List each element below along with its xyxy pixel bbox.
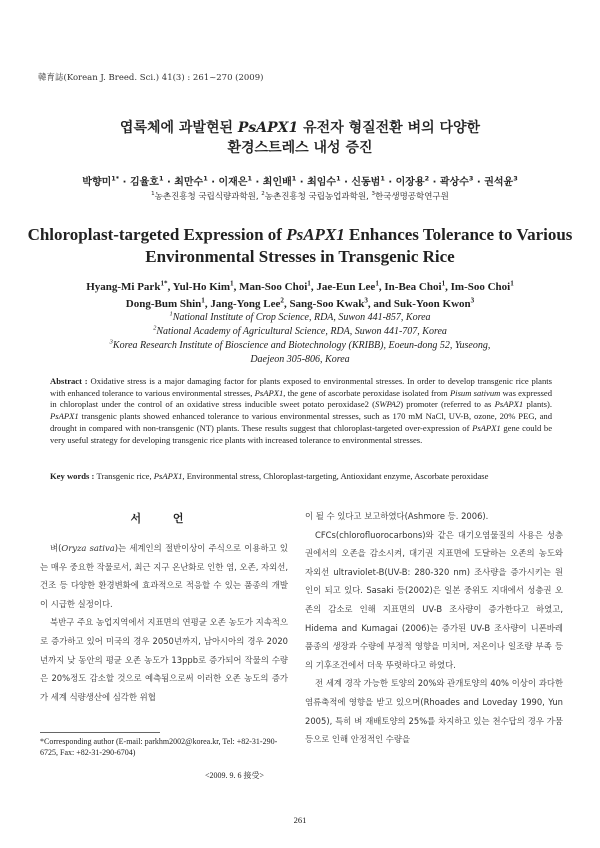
author-name: 박향미$^{1*}$ — [82, 174, 120, 188]
author-name: Man-Soo Choi$^1$ — [239, 279, 311, 293]
author-name: In-Bea Choi$^1$ — [384, 279, 446, 293]
corresponding-author-footnote: *Corresponding author (E-mail: parkhm2002@korea.kr, Tel: +82-31-290-6725, Fax: +82-31-290-6704) — [40, 737, 278, 757]
author-name: Jang-Yong Lee$^2$ — [210, 296, 284, 310]
affiliation-line: $^3$Korea Research Institute of Bioscience and Biotechnology (KRIBB), Eoeun-dong 52, Yuseong, — [109, 338, 491, 351]
intro-paragraph-1: 벼(Oryza sativa)는 세계인의 절반이상이 주식으로 이용하고 있는 매우 중요한 작물로서, 최근 지구 온난화로 인한 염, 오존, 자외선, 건조 등 다양한 환경변화에 효과적으로 적응할 수 있는 품종의 개발이 시급한 실정이다. — [40, 543, 289, 609]
section-heading-introduction: 서 언 — [130, 512, 198, 525]
affiliation-line: Daejeon 305-806, Korea — [250, 354, 350, 365]
author-name: Yul-Ho Kim$^1$ — [172, 279, 234, 293]
author-name: 곽상수$^3$ — [439, 174, 474, 188]
english-authors-line1: Hyang-Mi Park$^{1*}$, Yul-Ho Kim$^1$, Man-Soo Choi$^1$, Jae-Eun Lee$^1$, In-Bea Choi$^1$, Im-Soo Choi$^1$ — [86, 279, 514, 293]
affiliation: 한국생명공학연구원 — [374, 192, 449, 202]
korean-title-line2: 환경스트레스 내성 증진 — [227, 140, 373, 156]
intro-paragraph-2: 북반구 주요 농업지역에서 지표면의 연평균 오존 농도가 지속적으로 증가하고 있어 미국의 경우 2050년까지, 남아시아의 경우 2020년까지 낮 동안의 평균 오존 농도가 13ppb로 증가되어 작물의 수량은 20%정도 감소할 것으로 예측됨으로써 이러한 오존 농도의 증가가 세계 식량생산에 심각한 위협 — [40, 617, 288, 702]
author-name: Jae-Eun Lee$^1$ — [316, 279, 379, 293]
author-name: Suk-Yoon Kwon$^3$ — [393, 296, 475, 310]
author-name: 권석윤$^3$ — [484, 174, 518, 188]
page-number: 261 — [293, 815, 307, 825]
korean-title-line1: 엽록체에 과발현된 PsAPX1 유전자 형질전환 벼의 다양한 — [119, 120, 481, 136]
affiliation-line: $^2$National Academy of Agricultural Science, RDA, Suwon 441-707, Korea — [153, 324, 447, 337]
korean-authors: 박향미$^{1*}$ · 김율호$^1$ · 최만수$^1$ · 이재은$^1$ · 최인배$^1$ · 최임수$^1$ · 신동범$^1$ · 이장용$^2$ · 곽상수$^3$ · 권석윤$^3$ — [82, 174, 518, 188]
intro-paragraph-3: CFCs(chlorofluorocarbons)와 같은 대기오염물질의 사용은 성층권에서의 오존을 감소시켜, 대기권 지표면에 도달하는 오존의 농도와 자외선 ultraviolet-B(UV-B: 280-320 nm) 조사량을 증가시키는 원인이 되고 있다. Sasaki 등(2002)은 일본 중위도 지대에서 성층권 오존의 감소로 인해 지표면의 UV-B 조사량이 증가한다고 하였고, Hidema and Kumagai (2006)는 증가된 UV-B 조사량이 니폰바레 품종의 생장과 수량에 부정적 영향을 미치며, 저온이나 일조량 부족 등의 기후조건에서 더욱 뚜렷하다고 하였다. — [305, 529, 563, 670]
affiliation: 농촌진흥청 국립식량과학원, — [154, 192, 262, 202]
author-name: 최임수$^1$ — [307, 174, 341, 188]
author-name: 최만수$^1$ — [174, 174, 208, 188]
received-date: <2009. 9. 6 接受> — [205, 771, 265, 780]
english-authors-line2: Dong-Bum Shin$^1$, Jang-Yong Lee$^2$, Sang-Soo Kwak$^3$, and Suk-Yoon Kwon$^3$ — [125, 296, 475, 310]
keywords: Key words : Transgenic rice, PsAPX1, Environmental stress, Chloroplast-targeting, Antioxidant enzyme, Ascorbate peroxidase — [50, 471, 489, 481]
english-affiliations — [0, 311, 600, 367]
intro-paragraph-2-continued: 이 될 수 있다고 보고하였다(Ashmore 등. 2006). — [305, 511, 489, 521]
author-name: 신동범$^1$ — [351, 174, 385, 188]
author-name: 이장용$^2$ — [395, 174, 430, 188]
english-title-line1: Chloroplast-targeted Expression of PsAPX1 Enhances Tolerance to Various — [27, 225, 573, 244]
author-name: Hyang-Mi Park$^{1*}$ — [86, 279, 168, 293]
footnote-divider — [40, 732, 160, 733]
author-name: Sang-Soo Kwak$^3$ — [289, 296, 368, 310]
right-column — [305, 507, 563, 749]
left-column — [40, 539, 288, 706]
affiliation: 농촌진흥청 국립농업과학원, — [264, 192, 372, 202]
english-title-line2: Environmental Stresses in Transgenic Rice — [145, 247, 455, 266]
affiliation-line: $^1$National Institute of Crop Science, RDA, Suwon 441-857, Korea — [169, 310, 431, 323]
author-name: Dong-Bum Shin$^1$ — [125, 296, 205, 310]
korean-affiliations: $^1$농촌진흥청 국립식량과학원, $^2$농촌진흥청 국립농업과학원, $^3$한국생명공학연구원 — [151, 191, 449, 202]
journal-citation: 韓育誌(Korean J. Breed. Sci.) 41(3) : 261~270 (2009) — [38, 73, 264, 83]
author-name: 김율호$^1$ — [129, 174, 164, 188]
author-name: 이재은$^1$ — [218, 174, 253, 188]
author-name: 최인배$^1$ — [262, 174, 297, 188]
author-name: Im-Soo Choi$^1$ — [450, 279, 514, 293]
abstract: Abstract : Oxidative stress is a major damaging factor for plants exposed to environmental stresses. In order to develop transgenic rice plants with enhanced tolerance to various environmental stresses, PsAPX1, the gene of ascorbate peroxidase isolated from Pisum sativum was expressed in chloroplast under the control of an oxidative stress inducible sweet potato peroxidase2 (SWPA2) promoter (referred to as PsAPX1 plants). PsAPX1 transgenic plants showed enhanced tolerance to various environmental stresses, such as 170 mM NaCl, UV-B, ozone, 20% PEG, and drought in compared with non-transgenic (NT) plants. These results suggest that chloroplast-targeted over-expression of PsAPX1 gene could be very useful strategy for developing transgenic rice plants with increased tolerance to environmental stresses. — [50, 376, 553, 445]
intro-paragraph-4: 전 세계 경작 가능한 토양의 20%와 관개토양의 40% 이상이 과다한 염류축적에 영향을 받고 있으며(Rhoades and Loveday 1990, Yun 2005), 특히 벼 재배토양의 25%를 차지하고 있는 천수답의 경우 가뭄 등으로 인해 안정적인 수량을 — [305, 678, 563, 745]
